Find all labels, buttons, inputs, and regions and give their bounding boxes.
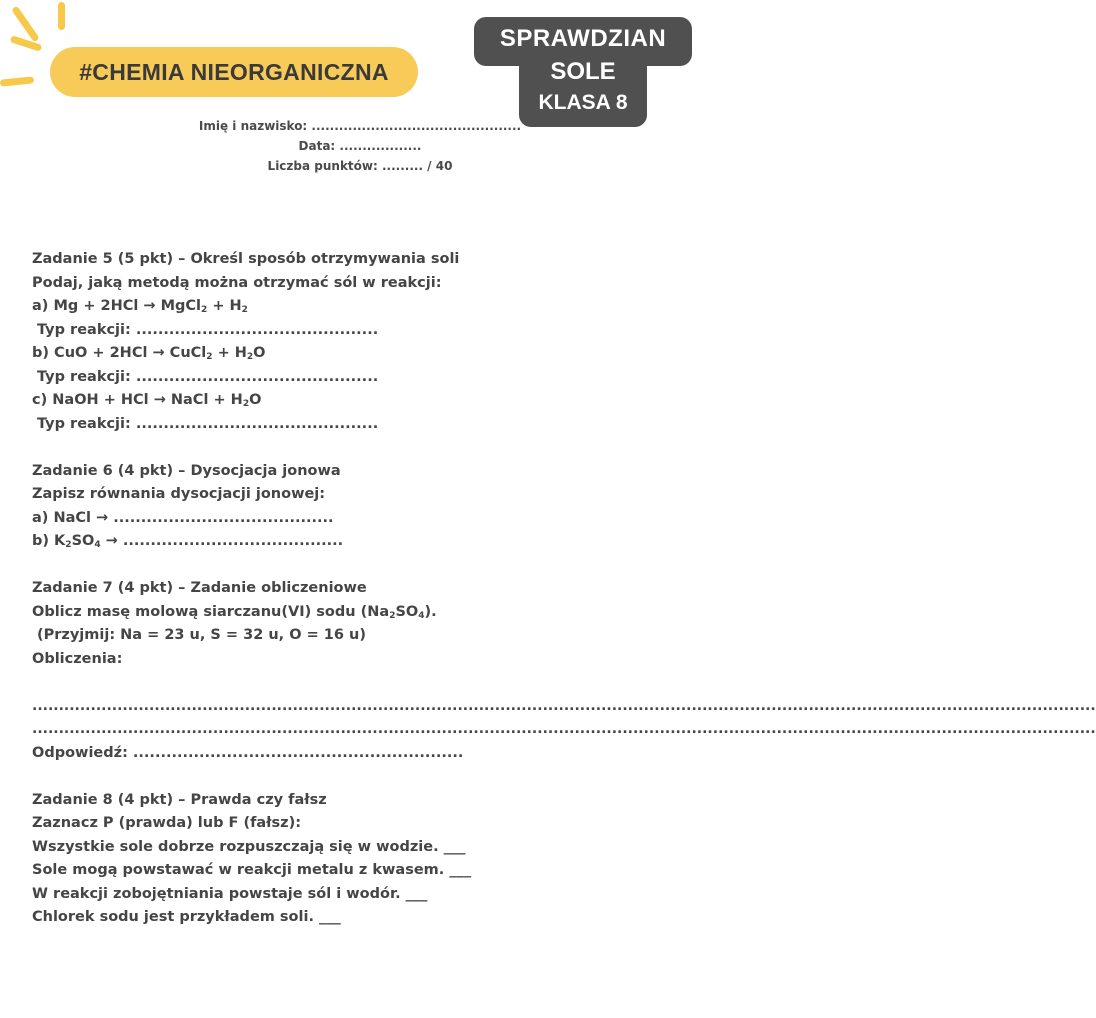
points-field: Liczba punktów: ......... / 40	[267, 159, 453, 173]
task5-reaction-b: b) CuO + 2HCl → CuCl$_2$ + $H_2O$	[32, 345, 266, 362]
sun-ray-icon	[58, 2, 65, 30]
task8-statement: Wszystkie sole dobrze rozpuszczają się w wodzie. ___	[32, 838, 466, 855]
task5-answer-b: Typ reakcji: ............................................	[37, 368, 379, 385]
task7-calc-line-1: ........................................................................................................................................................................................................	[32, 697, 1096, 714]
task5-title: Zadanie 5 (5 pkt) – Określ sposób otrzymywania soli	[32, 251, 460, 267]
task7-given: (Przyjmij: Na = 23 u, S = 32 u, O = 16 u)	[37, 627, 366, 643]
topic-tag	[50, 47, 418, 97]
task7-calc-line-2: ........................................................................................................................................................................................................	[32, 721, 1096, 737]
task6-item-b: b) $K_2SO_4$ → ........................................	[32, 533, 344, 550]
task6-item-a: a) NaCl → ........................................	[32, 509, 334, 526]
task5-reaction-c: c) NaOH + HCl → NaCl + $H_2O$	[32, 392, 262, 409]
topic-tag-text: #CHEMIA NIEORGANICZNA	[79, 58, 389, 85]
task5-answer-a: Typ reakcji: ............................................	[37, 321, 379, 338]
task7-title: Zadanie 7 (4 pkt) – Zadanie obliczeniowe	[32, 580, 367, 596]
task8-statement: Chlorek sodu jest przykładem soli. ___	[32, 909, 341, 925]
sun-ray-icon	[0, 76, 34, 87]
name-field: Imię i nazwisko: ..............................................	[198, 119, 522, 133]
title-badge-text	[474, 22, 692, 118]
date-field: Data: ..................	[298, 139, 422, 153]
task5-reaction-a: a) Mg + 2HCl → MgCl$_2$ + $H_2$	[32, 298, 248, 315]
task8-statement: W reakcji zobojętniania powstaje sól i wodór. ___	[32, 885, 428, 902]
badge-title: SPRAWDZIAN	[499, 25, 667, 52]
task5-answer-c: Typ reakcji: ............................................	[37, 415, 379, 432]
task7-instruction: Oblicz masę molową siarczanu(VI) sodu $(Na_2SO_4)$.	[32, 603, 437, 621]
badge-subtitle: SOLE	[550, 58, 616, 85]
badge-class: KLASA 8	[538, 91, 628, 114]
task7-answer: Odpowiedź: ............................................................	[32, 744, 464, 761]
task8-title: Zadanie 8 (4 pkt) – Prawda czy fałsz	[32, 791, 327, 808]
task6-instruction: Zapisz równania dysocjacji jonowej:	[32, 486, 326, 502]
task5-instruction: Podaj, jaką metodą można otrzymać sól w reakcji:	[32, 274, 442, 291]
task8-statement: Sole mogą powstawać w reakcji metalu z kwasem. ___	[32, 862, 472, 878]
task8-instruction: Zaznacz P (prawda) lub F (fałsz):	[32, 815, 302, 831]
task6-title: Zadanie 6 (4 pkt) – Dysocjacja jonowa	[32, 462, 341, 479]
worksheet-content	[32, 248, 1096, 930]
task7-calc-label: Obliczenia:	[32, 650, 123, 667]
